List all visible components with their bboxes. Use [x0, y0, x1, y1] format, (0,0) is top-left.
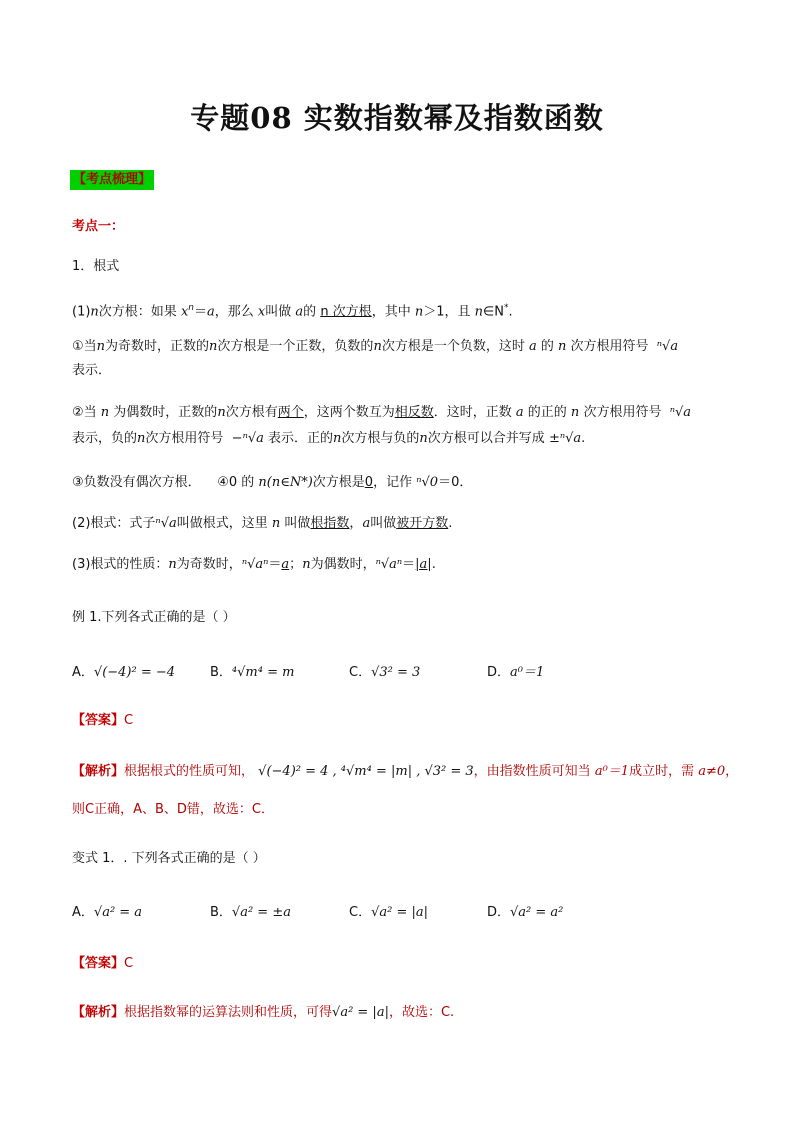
ex1-option-c: C．√3² = 3 — [349, 665, 421, 680]
ex1-answer: 【答案】C — [72, 713, 134, 728]
paragraph-5: (2)根式：式子ⁿ√a叫做根式，这里 n 叫做根指数，a叫做被开方数. — [72, 516, 453, 531]
ex1-option-d: D．a⁰＝1 — [487, 665, 545, 680]
var1-analysis: 【解析】根据指数幂的运算法则和性质，可得√a² = |a|，故选：C. — [72, 1005, 455, 1020]
heading-radical: 1．根式 — [72, 259, 120, 274]
ex1-analysis: 【解析】根据根式的性质可知， √(−4)² = 4 , ⁴√m⁴ = |m| , √3² = 3，由指数性质可知当 a⁰＝1成立时，需 a≠0， — [72, 764, 739, 779]
paragraph-3-cont: 表示，负的n次方根用符号 −ⁿ√a 表示．正的n次方根与负的n次方根可以合并写成 ±ⁿ√a. — [72, 431, 586, 446]
var1-answer: 【答案】C — [72, 956, 134, 971]
var1-option-d: D．√a² = a² — [487, 905, 564, 920]
ex1-analysis-cont: 则C正确，A、B、D错，故选：C． — [72, 802, 274, 817]
var1-option-b: B．√a² = ±a — [210, 905, 291, 920]
var1-option-a: A．√a² = a — [72, 905, 143, 920]
var1-option-c: C．√a² = |a| — [349, 905, 428, 920]
kaodian-heading: 考点一： — [72, 219, 125, 234]
section-tag: 【考点梳理】 — [70, 170, 154, 190]
paragraph-1: (1)n次方根：如果 $x^n=a$，那么 x叫做 a的 n 次方根，其中 n＞1，且 n∈N*. — [72, 303, 513, 320]
variant-1-stem: 变式 1．. 下列各式正确的是（ ） — [72, 851, 266, 866]
paragraph-4: ③负数没有偶次方根． ④0 的 n(n∈N*)次方根是0，记作 ⁿ√0＝0． — [72, 475, 473, 490]
paragraph-2-cont: 表示． — [72, 363, 112, 378]
paragraph-3: ②当 n 为偶数时，正数的n次方根有两个，这两个数互为相反数．这时，正数 a 的正的 n 次方根用符号 ⁿ√a — [72, 405, 692, 420]
paragraph-2: ①当n为奇数时，正数的n次方根是一个正数，负数的n次方根是一个负数，这时 a 的 n 次方根用符号 ⁿ√a — [72, 339, 679, 354]
example-1-stem: 例 1.下列各式正确的是（ ） — [72, 610, 236, 625]
paragraph-6: (3)根式的性质：n为奇数时，ⁿ√aⁿ＝a；n为偶数时，ⁿ√aⁿ＝|a|. — [72, 557, 436, 572]
ex1-option-b: B．⁴√m⁴ = m — [210, 665, 295, 680]
page-title: 专题08 实数指数幂及指数函数 — [190, 101, 604, 135]
ex1-option-a: A．√(−4)² = −4 — [72, 665, 176, 680]
